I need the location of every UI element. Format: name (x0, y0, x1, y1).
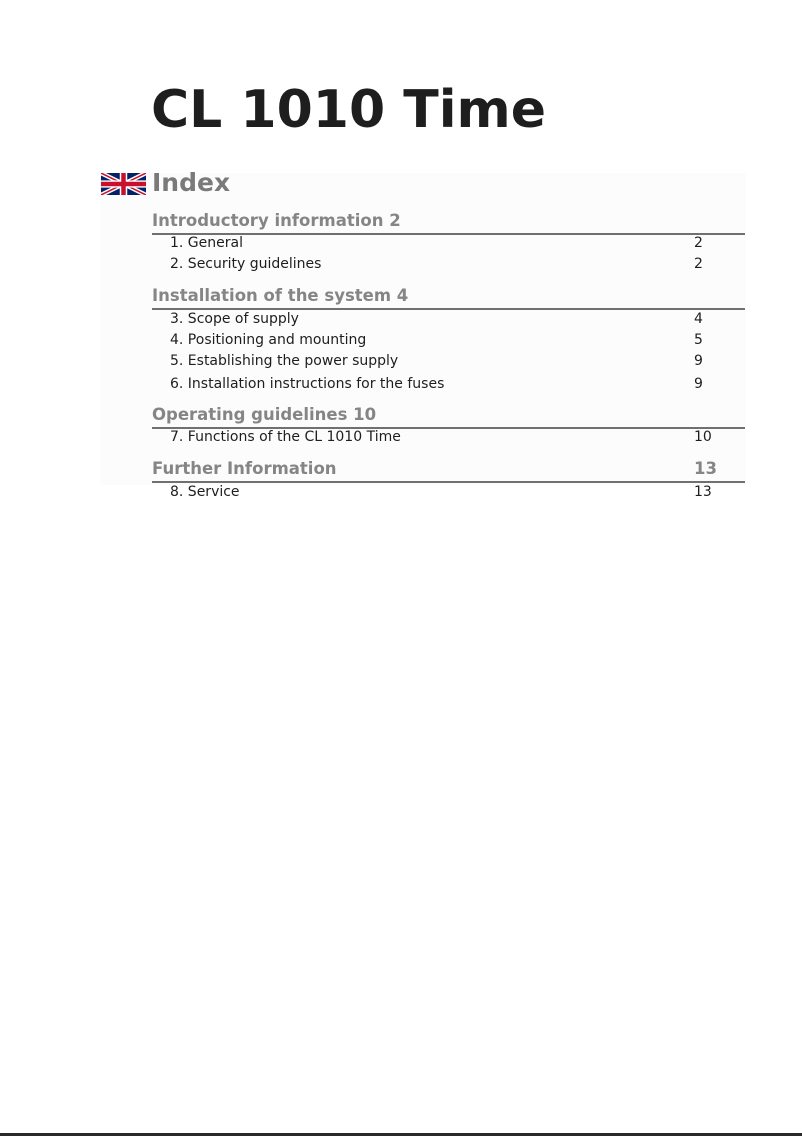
toc-label: 3. Scope of supply (170, 311, 299, 327)
uk-flag-icon (101, 173, 146, 195)
toc-item[interactable] (170, 310, 730, 328)
toc-item[interactable] (170, 483, 730, 501)
toc-page: 4 (694, 311, 703, 327)
toc-label: 1. General (170, 235, 243, 251)
toc-item[interactable] (170, 255, 730, 273)
toc-page: 10 (694, 429, 712, 445)
toc-page: 2 (694, 256, 703, 272)
section-heading[interactable] (152, 211, 745, 235)
section-title: Installation of the system 4 (152, 286, 409, 305)
section-heading[interactable] (152, 286, 745, 310)
toc-label: 6. Installation instructions for the fuses (170, 376, 445, 392)
toc-label: 2. Security guidelines (170, 256, 322, 272)
section-page: 13 (694, 459, 717, 478)
section-heading[interactable] (152, 405, 745, 429)
toc-label: 4. Positioning and mounting (170, 332, 367, 348)
toc-page: 9 (694, 376, 703, 392)
toc-page: 2 (694, 235, 703, 251)
toc-item[interactable] (170, 234, 730, 252)
toc-item[interactable] (170, 352, 730, 370)
section-title: Further Information (152, 459, 337, 478)
toc-page: 5 (694, 332, 703, 348)
toc-page: 13 (694, 484, 712, 500)
section-title: Introductory information 2 (152, 211, 401, 230)
toc-label: 7. Functions of the CL 1010 Time (170, 429, 401, 445)
toc-item[interactable] (170, 428, 730, 446)
index-heading: Index (152, 168, 231, 197)
toc-page: 9 (694, 353, 703, 369)
section-heading[interactable] (152, 459, 745, 483)
toc-label: 5. Establishing the power supply (170, 353, 399, 369)
toc-label: 8. Service (170, 484, 240, 500)
document-title: CL 1010 Time (151, 80, 546, 140)
toc-item[interactable] (170, 331, 730, 349)
section-title: Operating guidelines 10 (152, 405, 377, 424)
toc-item[interactable] (170, 375, 730, 393)
